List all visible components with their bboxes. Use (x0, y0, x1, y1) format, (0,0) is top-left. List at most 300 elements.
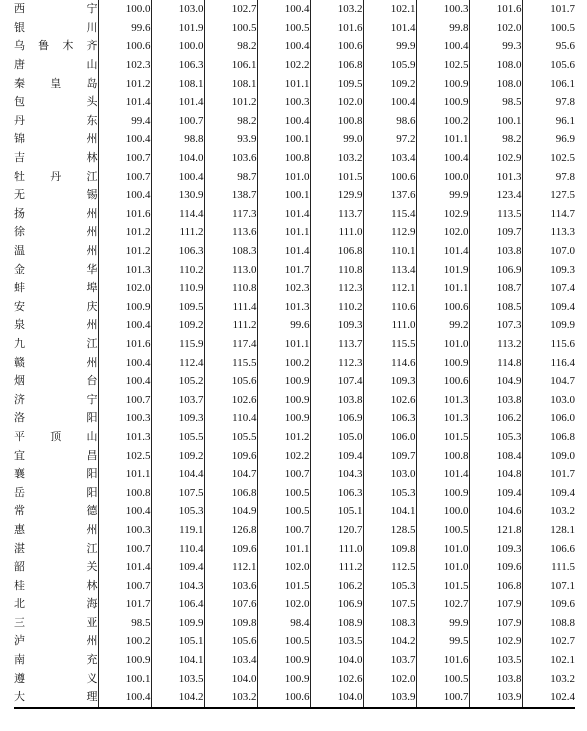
index-value-cell: 104.9 (204, 502, 257, 521)
index-value-cell: 105.5 (204, 428, 257, 447)
table-row (14, 37, 575, 56)
city-name-cell: 徐州 (14, 225, 98, 239)
city-name-cell: 泸州 (14, 634, 98, 648)
index-value-cell: 106.8 (204, 483, 257, 502)
index-value-cell: 112.3 (310, 279, 363, 298)
index-value-cell: 100.5 (416, 669, 469, 688)
table-body (14, 0, 575, 708)
index-value-cell: 111.0 (310, 223, 363, 242)
index-value-cell: 109.4 (522, 483, 575, 502)
table-row (14, 428, 575, 447)
index-value-cell: 106.8 (310, 56, 363, 75)
index-value-cell: 105.6 (204, 372, 257, 391)
index-value-cell: 100.7 (416, 688, 469, 708)
index-value-cell: 103.6 (204, 149, 257, 168)
index-value-cell: 106.6 (522, 539, 575, 558)
index-value-cell: 109.3 (151, 409, 204, 428)
index-value-cell: 106.3 (363, 409, 416, 428)
index-value-cell: 129.9 (310, 186, 363, 205)
index-value-cell: 100.4 (416, 37, 469, 56)
index-value-cell: 106.8 (310, 242, 363, 261)
index-value-cell: 99.9 (416, 614, 469, 633)
index-value-cell: 100.5 (416, 521, 469, 540)
index-value-cell: 109.7 (363, 446, 416, 465)
index-value-cell: 120.7 (310, 521, 363, 540)
index-value-cell: 107.5 (363, 595, 416, 614)
index-value-cell: 106.4 (151, 595, 204, 614)
index-value-cell: 105.3 (151, 502, 204, 521)
index-value-cell: 106.0 (363, 428, 416, 447)
index-value-cell: 103.0 (363, 465, 416, 484)
index-value-cell: 102.0 (310, 93, 363, 112)
city-name-cell: 三亚 (14, 615, 98, 629)
index-value-cell: 114.6 (363, 353, 416, 372)
index-value-cell: 100.5 (204, 19, 257, 38)
index-value-cell: 110.4 (204, 409, 257, 428)
index-value-cell: 112.1 (204, 558, 257, 577)
city-name-cell: 秦皇岛 (14, 76, 98, 90)
index-value-cell: 107.5 (151, 483, 204, 502)
index-value-cell: 103.9 (469, 688, 522, 708)
index-value-cell: 101.3 (98, 260, 151, 279)
index-value-cell: 106.9 (310, 409, 363, 428)
index-value-cell: 100.9 (257, 669, 310, 688)
index-value-cell: 100.4 (98, 316, 151, 335)
index-value-cell: 109.6 (522, 595, 575, 614)
index-value-cell: 100.4 (98, 130, 151, 149)
table-row (14, 298, 575, 317)
index-value-cell: 109.3 (522, 260, 575, 279)
index-value-cell: 100.6 (310, 37, 363, 56)
index-value-cell: 98.7 (204, 167, 257, 186)
index-value-cell: 103.8 (310, 390, 363, 409)
index-value-cell: 100.7 (257, 465, 310, 484)
index-value-cell: 117.4 (204, 335, 257, 354)
index-value-cell: 103.2 (310, 149, 363, 168)
city-name-cell: 韶关 (14, 560, 98, 574)
index-value-cell: 114.8 (469, 353, 522, 372)
table-row (14, 335, 575, 354)
index-value-cell: 100.6 (257, 688, 310, 708)
index-value-cell: 102.1 (363, 0, 416, 19)
index-value-cell: 101.4 (257, 242, 310, 261)
table-row (14, 0, 575, 19)
index-value-cell: 102.1 (522, 651, 575, 670)
index-value-cell: 100.6 (416, 298, 469, 317)
index-value-cell: 109.4 (469, 483, 522, 502)
index-value-cell: 100.4 (257, 0, 310, 19)
index-value-cell: 104.3 (151, 576, 204, 595)
index-value-cell: 100.5 (257, 19, 310, 38)
index-value-cell: 108.0 (469, 56, 522, 75)
table-row (14, 74, 575, 93)
table-row (14, 186, 575, 205)
table-row (14, 223, 575, 242)
index-value-cell: 103.2 (522, 502, 575, 521)
city-name-cell: 岳阳 (14, 485, 98, 499)
index-value-cell: 100.1 (469, 112, 522, 131)
index-value-cell: 104.0 (310, 688, 363, 708)
index-value-cell: 115.5 (204, 353, 257, 372)
index-value-cell: 101.4 (416, 242, 469, 261)
index-value-cell: 102.9 (469, 632, 522, 651)
index-value-cell: 102.7 (416, 595, 469, 614)
city-name-cell: 济宁 (14, 392, 98, 406)
index-value-cell: 100.4 (257, 112, 310, 131)
index-value-cell: 100.9 (416, 74, 469, 93)
index-value-cell: 115.9 (151, 335, 204, 354)
city-name-cell: 赣州 (14, 355, 98, 369)
index-value-cell: 107.4 (522, 279, 575, 298)
index-value-cell: 102.3 (98, 56, 151, 75)
index-value-cell: 119.1 (151, 521, 204, 540)
index-value-cell: 110.6 (363, 298, 416, 317)
index-value-cell: 103.2 (310, 0, 363, 19)
index-value-cell: 113.6 (204, 223, 257, 242)
index-value-cell: 138.7 (204, 186, 257, 205)
index-value-cell: 111.0 (363, 316, 416, 335)
index-value-cell: 100.8 (257, 149, 310, 168)
index-value-cell: 104.2 (151, 688, 204, 708)
index-value-cell: 109.9 (151, 614, 204, 633)
index-value-cell: 100.4 (151, 167, 204, 186)
index-value-cell: 101.4 (98, 558, 151, 577)
index-value-cell: 109.4 (310, 446, 363, 465)
index-value-cell: 110.1 (363, 242, 416, 261)
index-value-cell: 100.9 (98, 651, 151, 670)
index-value-cell: 101.3 (257, 298, 310, 317)
index-value-cell: 101.5 (257, 576, 310, 595)
index-value-cell: 103.7 (151, 390, 204, 409)
city-name-cell: 牡丹江 (14, 169, 98, 183)
index-value-cell: 104.0 (151, 149, 204, 168)
index-value-cell: 110.8 (204, 279, 257, 298)
index-value-cell: 103.5 (310, 632, 363, 651)
index-value-cell: 99.8 (416, 19, 469, 38)
index-value-cell: 117.3 (204, 205, 257, 224)
index-value-cell: 104.3 (310, 465, 363, 484)
index-value-cell: 100.6 (98, 37, 151, 56)
index-value-cell: 105.1 (310, 502, 363, 521)
table-row (14, 242, 575, 261)
index-value-cell: 115.4 (363, 205, 416, 224)
index-value-cell: 106.1 (522, 74, 575, 93)
index-value-cell: 97.8 (522, 167, 575, 186)
index-value-cell: 102.4 (522, 688, 575, 708)
city-name-cell: 安庆 (14, 299, 98, 313)
index-value-cell: 102.6 (363, 390, 416, 409)
index-value-cell: 101.1 (416, 279, 469, 298)
index-value-cell: 106.9 (469, 260, 522, 279)
index-value-cell: 99.9 (416, 186, 469, 205)
index-value-cell: 100.4 (257, 37, 310, 56)
index-value-cell: 103.2 (204, 688, 257, 708)
index-value-cell: 100.2 (98, 632, 151, 651)
index-value-cell: 106.0 (522, 409, 575, 428)
index-value-cell: 108.3 (204, 242, 257, 261)
table-row (14, 56, 575, 75)
index-value-cell: 109.5 (310, 74, 363, 93)
table-row (14, 316, 575, 335)
price-index-table (14, 0, 575, 709)
city-name-cell: 扬州 (14, 206, 98, 220)
index-value-cell: 108.0 (469, 74, 522, 93)
index-value-cell: 98.5 (98, 614, 151, 633)
index-value-cell: 106.2 (310, 576, 363, 595)
index-value-cell: 100.8 (310, 112, 363, 131)
index-value-cell: 101.2 (204, 93, 257, 112)
index-value-cell: 100.7 (98, 390, 151, 409)
city-name-cell: 泉州 (14, 318, 98, 332)
city-name-cell: 惠州 (14, 522, 98, 536)
index-value-cell: 100.4 (98, 372, 151, 391)
city-name-cell: 温州 (14, 244, 98, 258)
index-value-cell: 99.9 (363, 37, 416, 56)
index-value-cell: 108.3 (363, 614, 416, 633)
index-value-cell: 113.4 (363, 260, 416, 279)
index-value-cell: 109.4 (522, 298, 575, 317)
index-value-cell: 100.7 (98, 149, 151, 168)
index-value-cell: 100.5 (522, 19, 575, 38)
index-value-cell: 99.6 (98, 19, 151, 38)
index-value-cell: 93.9 (204, 130, 257, 149)
index-value-cell: 101.2 (257, 428, 310, 447)
city-name-cell: 遵义 (14, 671, 98, 685)
index-value-cell: 102.0 (98, 279, 151, 298)
index-value-cell: 100.4 (98, 688, 151, 708)
index-value-cell: 102.5 (416, 56, 469, 75)
index-value-cell: 111.2 (310, 558, 363, 577)
city-name-cell: 洛阳 (14, 411, 98, 425)
index-value-cell: 103.8 (469, 669, 522, 688)
city-name-cell: 桂林 (14, 578, 98, 592)
index-value-cell: 100.1 (98, 669, 151, 688)
index-value-cell: 109.7 (469, 223, 522, 242)
city-name-cell: 南充 (14, 653, 98, 667)
table-row (14, 502, 575, 521)
index-value-cell: 104.6 (469, 502, 522, 521)
index-value-cell: 109.9 (522, 316, 575, 335)
index-value-cell: 101.0 (416, 558, 469, 577)
index-value-cell: 100.1 (257, 186, 310, 205)
table-row (14, 205, 575, 224)
index-value-cell: 109.6 (204, 446, 257, 465)
city-name-cell: 常德 (14, 504, 98, 518)
index-value-cell: 108.1 (151, 74, 204, 93)
index-value-cell: 128.5 (363, 521, 416, 540)
index-value-cell: 100.7 (98, 539, 151, 558)
index-value-cell: 130.9 (151, 186, 204, 205)
index-value-cell: 110.8 (310, 260, 363, 279)
index-value-cell: 100.2 (257, 353, 310, 372)
index-value-cell: 105.2 (151, 372, 204, 391)
city-name-cell: 包头 (14, 95, 98, 109)
table-row (14, 483, 575, 502)
index-value-cell: 112.9 (363, 223, 416, 242)
index-value-cell: 112.1 (363, 279, 416, 298)
table-row (14, 353, 575, 372)
index-value-cell: 98.4 (257, 614, 310, 633)
index-value-cell: 114.7 (522, 205, 575, 224)
index-value-cell: 103.6 (204, 576, 257, 595)
index-value-cell: 99.5 (416, 632, 469, 651)
index-value-cell: 101.1 (416, 130, 469, 149)
index-value-cell: 103.0 (151, 0, 204, 19)
index-value-cell: 101.4 (257, 205, 310, 224)
index-value-cell: 102.3 (257, 279, 310, 298)
index-value-cell: 100.9 (257, 390, 310, 409)
city-name-cell: 唐山 (14, 58, 98, 72)
index-value-cell: 100.7 (151, 112, 204, 131)
table-row (14, 632, 575, 651)
index-value-cell: 104.8 (469, 465, 522, 484)
table-row (14, 558, 575, 577)
index-value-cell: 101.2 (98, 242, 151, 261)
index-value-cell: 103.8 (469, 242, 522, 261)
index-value-cell: 109.2 (363, 74, 416, 93)
index-value-cell: 100.9 (257, 409, 310, 428)
table-row (14, 651, 575, 670)
index-value-cell: 109.4 (151, 558, 204, 577)
index-value-cell: 109.3 (469, 539, 522, 558)
index-value-cell: 105.6 (204, 632, 257, 651)
index-value-cell: 101.7 (98, 595, 151, 614)
index-value-cell: 101.2 (98, 223, 151, 242)
index-value-cell: 123.4 (469, 186, 522, 205)
index-value-cell: 100.4 (98, 353, 151, 372)
index-value-cell: 128.1 (522, 521, 575, 540)
index-value-cell: 101.6 (310, 19, 363, 38)
index-value-cell: 100.8 (416, 446, 469, 465)
index-value-cell: 98.2 (204, 37, 257, 56)
index-value-cell: 101.1 (257, 223, 310, 242)
table-row (14, 446, 575, 465)
index-value-cell: 100.5 (257, 632, 310, 651)
index-value-cell: 103.5 (151, 669, 204, 688)
city-name-cell: 丹东 (14, 113, 98, 127)
table-row (14, 279, 575, 298)
index-value-cell: 106.3 (151, 242, 204, 261)
city-name-cell: 襄阳 (14, 467, 98, 481)
index-value-cell: 115.5 (363, 335, 416, 354)
index-value-cell: 106.2 (469, 409, 522, 428)
city-name-cell: 北海 (14, 597, 98, 611)
index-value-cell: 102.6 (204, 390, 257, 409)
index-value-cell: 105.9 (363, 56, 416, 75)
index-value-cell: 112.5 (363, 558, 416, 577)
index-value-cell: 100.6 (363, 167, 416, 186)
index-value-cell: 101.6 (98, 335, 151, 354)
index-value-cell: 112.4 (151, 353, 204, 372)
index-value-cell: 100.7 (98, 167, 151, 186)
index-value-cell: 97.2 (363, 130, 416, 149)
index-value-cell: 100.0 (151, 37, 204, 56)
table-row (14, 93, 575, 112)
table-row (14, 669, 575, 688)
index-value-cell: 100.7 (257, 521, 310, 540)
city-name-cell: 烟台 (14, 374, 98, 388)
index-value-cell: 127.5 (522, 186, 575, 205)
index-value-cell: 101.6 (98, 205, 151, 224)
city-name-cell: 平顶山 (14, 429, 98, 443)
table-row (14, 409, 575, 428)
index-value-cell: 104.4 (151, 465, 204, 484)
table-row (14, 112, 575, 131)
index-value-cell: 102.5 (98, 446, 151, 465)
index-value-cell: 109.6 (469, 558, 522, 577)
index-value-cell: 107.6 (204, 595, 257, 614)
index-value-cell: 100.6 (416, 372, 469, 391)
index-value-cell: 101.3 (98, 428, 151, 447)
index-value-cell: 102.0 (469, 19, 522, 38)
index-value-cell: 100.4 (98, 186, 151, 205)
index-value-cell: 104.7 (204, 465, 257, 484)
table-row (14, 595, 575, 614)
index-value-cell: 104.7 (522, 372, 575, 391)
index-value-cell: 107.9 (469, 595, 522, 614)
index-value-cell: 104.0 (204, 669, 257, 688)
index-value-cell: 99.0 (310, 130, 363, 149)
index-value-cell: 112.3 (310, 353, 363, 372)
index-value-cell: 101.4 (416, 465, 469, 484)
index-value-cell: 105.3 (363, 576, 416, 595)
index-value-cell: 101.7 (522, 0, 575, 19)
index-value-cell: 100.9 (98, 298, 151, 317)
index-value-cell: 101.3 (416, 409, 469, 428)
index-value-cell: 102.9 (469, 149, 522, 168)
index-value-cell: 101.9 (151, 19, 204, 38)
index-value-cell: 107.1 (522, 576, 575, 595)
index-value-cell: 107.4 (310, 372, 363, 391)
index-value-cell: 103.4 (363, 149, 416, 168)
index-value-cell: 101.1 (98, 465, 151, 484)
index-value-cell: 101.7 (257, 260, 310, 279)
index-value-cell: 105.3 (469, 428, 522, 447)
index-value-cell: 111.0 (310, 539, 363, 558)
index-value-cell: 109.0 (522, 446, 575, 465)
index-value-cell: 102.5 (522, 149, 575, 168)
index-value-cell: 102.7 (522, 632, 575, 651)
index-value-cell: 110.9 (151, 279, 204, 298)
index-value-cell: 104.1 (363, 502, 416, 521)
index-value-cell: 106.8 (522, 428, 575, 447)
index-value-cell: 100.3 (98, 409, 151, 428)
index-value-cell: 137.6 (363, 186, 416, 205)
index-value-cell: 108.5 (469, 298, 522, 317)
index-value-cell: 102.2 (257, 56, 310, 75)
index-value-cell: 101.1 (257, 335, 310, 354)
index-value-cell: 102.2 (257, 446, 310, 465)
index-value-cell: 103.2 (522, 669, 575, 688)
index-value-cell: 113.7 (310, 205, 363, 224)
index-value-cell: 113.0 (204, 260, 257, 279)
index-value-cell: 101.5 (416, 576, 469, 595)
index-value-cell: 114.4 (151, 205, 204, 224)
index-value-cell: 100.9 (257, 372, 310, 391)
index-value-cell: 110.2 (151, 260, 204, 279)
index-value-cell: 100.2 (416, 112, 469, 131)
index-value-cell: 101.1 (257, 539, 310, 558)
index-value-cell: 101.7 (522, 465, 575, 484)
index-value-cell: 102.6 (310, 669, 363, 688)
index-value-cell: 106.8 (469, 576, 522, 595)
table-row (14, 167, 575, 186)
table-row (14, 260, 575, 279)
index-value-cell: 109.8 (204, 614, 257, 633)
index-value-cell: 101.4 (151, 93, 204, 112)
index-value-cell: 100.9 (416, 93, 469, 112)
index-value-cell: 105.6 (522, 56, 575, 75)
